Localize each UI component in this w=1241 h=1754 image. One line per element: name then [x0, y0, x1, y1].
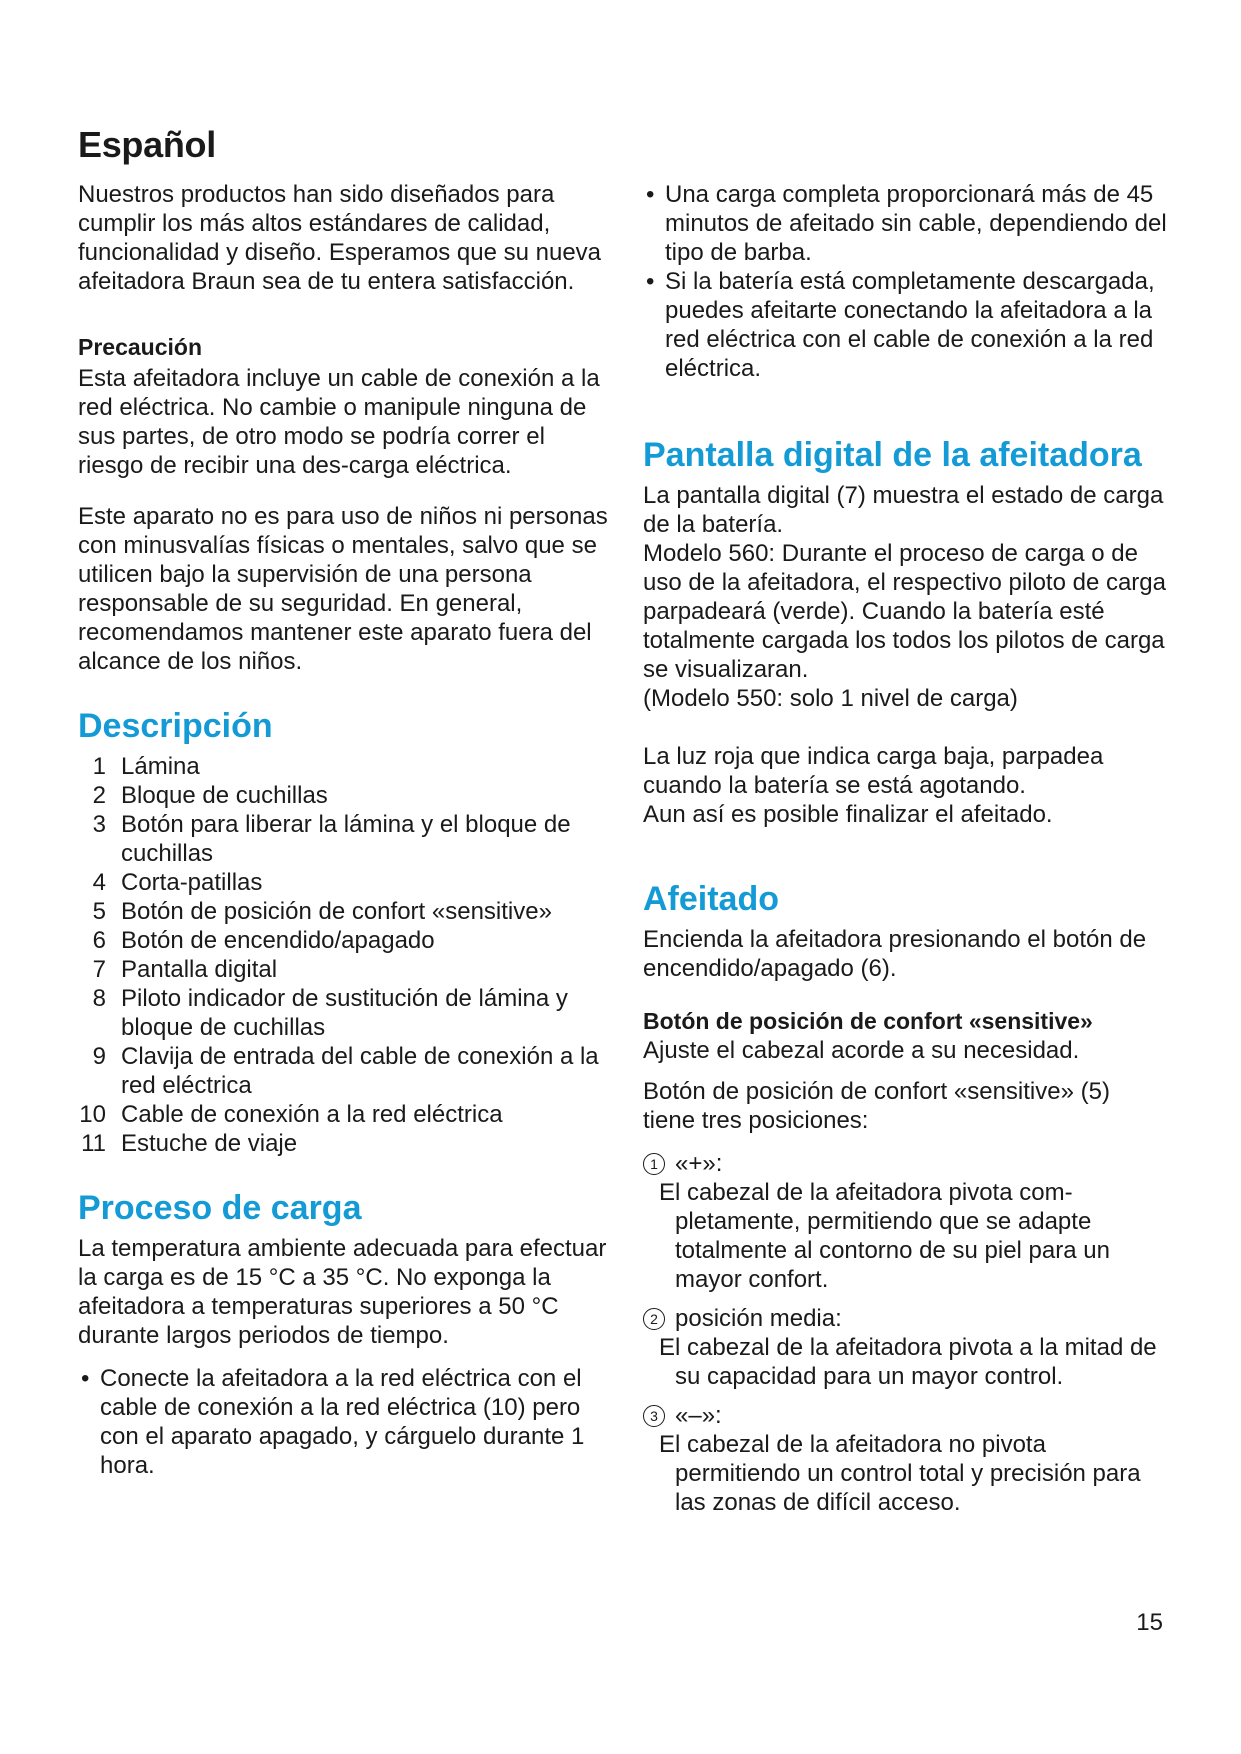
list-item: • Conecte la afeitadora a la red eléctrica con el cable de conexión a la red eléctrica (10) pero con el aparato apagado, y cárguelo durante 1 hora. [81, 1365, 585, 1479]
charging-heading: Proceso de carga [78, 1189, 362, 1227]
list-item: • Si la batería está completamente descargada, puedes afeitarte conectando la afeitadora a la red eléctrica con el cable de conexión a la red eléctrica. [646, 268, 1155, 382]
circled-number-icon: 3 [643, 1405, 665, 1427]
display-paragraph-3: (Modelo 550: solo 1 nivel de carga) [643, 685, 1018, 712]
list-item: • Una carga completa proporcionará más de 45 minutos de afeitado sin cable, dependiendo del tipo de barba. [646, 181, 1167, 266]
children-paragraph: Este aparato no es para uso de niños ni personas con minusvalías físicas o mentales, salvo que se utilicen bajo la supervisión de una persona responsable de su seguridad. En general, recomendamos mantener este aparato fuera del alcance de los niños. [78, 503, 608, 675]
list-item: 6 Botón de encendido/apagado [92, 927, 435, 954]
charging-bullets-right [643, 180, 1168, 383]
display-paragraph-2: Modelo 560: Durante el proceso de carga o de uso de la afeitadora, el respectivo piloto de carga parpadeará (verde). Cuando la batería esté totalmente cargada los todos los pilotos de carga se visualizaran. [643, 540, 1166, 683]
comfort-heading: Botón de posición de confort «sensitive» [643, 1008, 1093, 1034]
list-item: 3 Botón para liberar la lámina y el bloque de cuchillas [92, 811, 571, 867]
display-heading: Pantalla digital de la afeitadora [643, 436, 1142, 474]
display-paragraph-5: Aun así es posible finalizar el afeitado. [643, 801, 1053, 828]
description-list [78, 752, 613, 1158]
caution-heading: Precaución [78, 334, 202, 360]
list-item: 10 Cable de conexión a la red eléctrica [79, 1101, 503, 1128]
page-title: Español [78, 124, 216, 165]
description-heading: Descripción [78, 707, 273, 745]
list-item: 5 Botón de posición de confort «sensitive» [92, 898, 552, 925]
list-item: 1 Lámina [92, 753, 200, 780]
list-item: 4 Corta-patillas [92, 869, 263, 896]
list-item: 11 Estuche de viaje [81, 1130, 298, 1157]
list-item: 8 Piloto indicador de sustitución de lámina y bloque de cuchillas [92, 985, 568, 1041]
intro-paragraph: Nuestros productos han sido diseñados para cumplir los más altos estándares de calidad, funcionalidad y diseño. Esperamos que su nueva afeitadora Braun sea de tu entera satisfacción. [78, 181, 602, 295]
position-1: 1 «+»: El cabezal de la afeitadora pivota com-pletamente, permitiendo que se adapte totalmente al contorno de su piel para un mayor confort. [643, 1149, 1168, 1294]
display-paragraph-4: La luz roja que indica carga baja, parpadea cuando la batería se está agotando. [643, 743, 1104, 799]
position-2: 2 posición media: El cabezal de la afeitadora pivota a la mitad de su capacidad para un mayor control. [643, 1304, 1168, 1391]
charging-bullets-left [78, 1364, 613, 1480]
list-item: 9 Clavija de entrada del cable de conexión a la red eléctrica [92, 1043, 599, 1099]
display-paragraph-1: La pantalla digital (7) muestra el estado de carga de la batería. [643, 482, 1164, 538]
charging-paragraph: La temperatura ambiente adecuada para efectuar la carga es de 15 °C a 35 °C. No exponga la afeitadora a temperaturas superiores a 50 °C durante largos periodos de tiempo. [78, 1235, 607, 1349]
caution-paragraph: Esta afeitadora incluye un cable de conexión a la red eléctrica. No cambie o manipule ninguna de sus partes, de otro modo se podría correr el riesgo de recibir una des-carga eléctrica. [78, 365, 600, 479]
right-column [643, 180, 1168, 1517]
comfort-paragraph-2: Botón de posición de confort «sensitive» (5) tiene tres posiciones: [643, 1078, 1110, 1134]
left-column [78, 180, 613, 1480]
shaving-heading: Afeitado [643, 880, 779, 918]
comfort-paragraph-1: Ajuste el cabezal acorde a su necesidad. [643, 1037, 1080, 1064]
list-item: 7 Pantalla digital [92, 956, 278, 983]
position-3: 3 «–»: El cabezal de la afeitadora no pivota permitiendo un control total y precisión para las zonas de difícil acceso. [643, 1401, 1168, 1517]
page-number: 15 [1136, 1609, 1163, 1636]
shaving-paragraph: Encienda la afeitadora presionando el botón de encendido/apagado (6). [643, 926, 1147, 982]
circled-number-icon: 1 [643, 1153, 665, 1175]
circled-number-icon: 2 [643, 1308, 665, 1330]
list-item: 2 Bloque de cuchillas [92, 782, 328, 809]
